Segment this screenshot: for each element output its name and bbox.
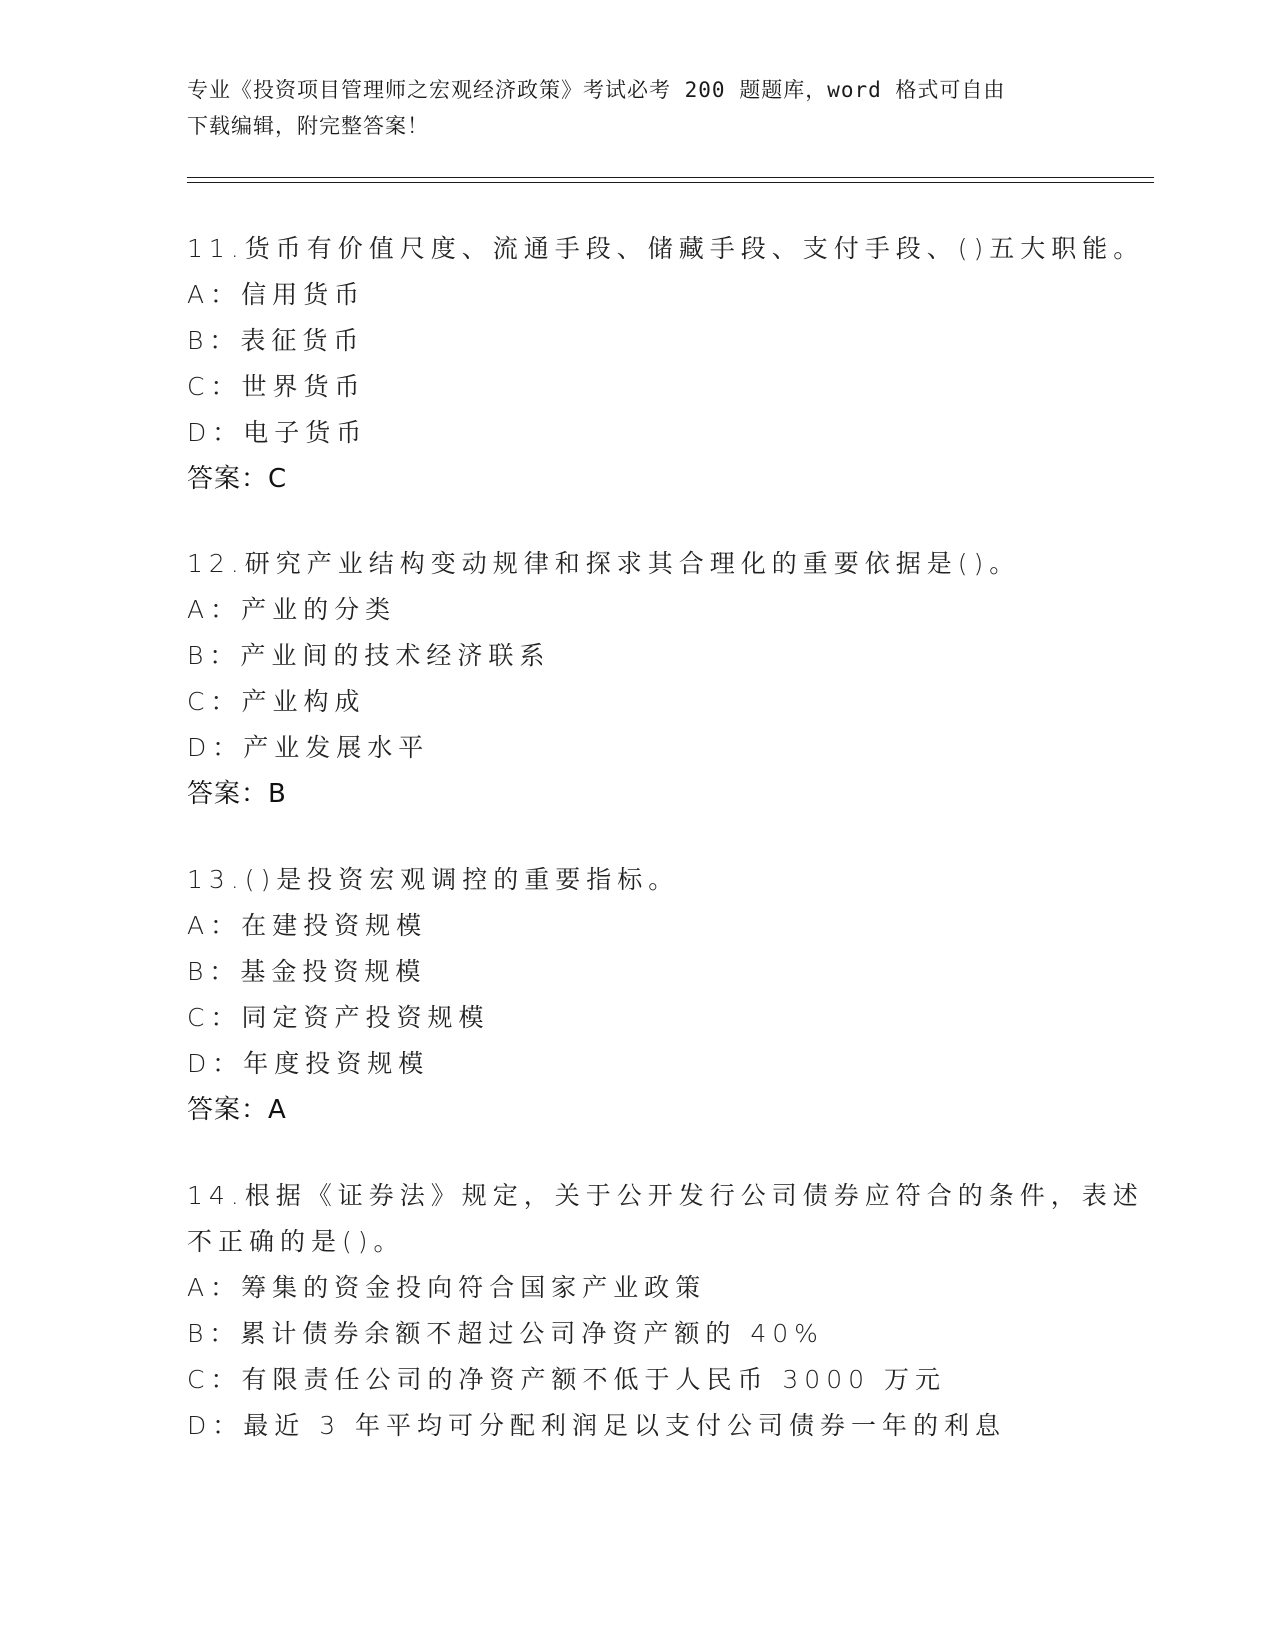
option-d: D：电子货币 (187, 418, 368, 447)
question-14 (187, 1173, 1144, 1449)
option-b: B：基金投资规模 (187, 957, 427, 986)
header-divider-bottom (187, 182, 1154, 183)
option-b: B：产业间的技术经济联系 (187, 641, 551, 670)
option-c: C：同定资产投资规模 (187, 1003, 490, 1032)
header-line-1: 专业《投资项目管理师之宏观经济政策》考试必考 200 题题库，word 格式可自由 (187, 78, 1006, 102)
option-b: B：累计债券余额不超过公司净资产额的 40% (187, 1319, 824, 1348)
header-line-2: 下载编辑，附完整答案！ (187, 114, 429, 138)
answer: 答案：C (187, 464, 288, 494)
option-a: A：筹集的资金投向符合国家产业政策 (187, 1273, 707, 1302)
question-13 (187, 857, 1087, 1133)
option-a: A：在建投资规模 (187, 911, 428, 940)
option-c: C：世界货币 (187, 372, 366, 401)
question-title: 12.研究产业结构变动规律和探求其合理化的重要依据是()。 (187, 549, 1021, 578)
question-title: 11.货币有价值尺度、流通手段、储藏手段、支付手段、()五大职能。 (187, 234, 1145, 263)
answer: 答案：B (187, 779, 287, 809)
question-12 (187, 541, 1087, 817)
option-d: D：产业发展水平 (187, 733, 430, 762)
question-title-line-2: 不正确的是()。 (187, 1227, 405, 1256)
option-b: B：表征货币 (187, 326, 365, 355)
document-header (187, 72, 1067, 144)
header-divider-top (187, 177, 1154, 178)
question-title-line-1: 14.根据《证券法》规定，关于公开发行公司债券应符合的条件，表述 (187, 1181, 1144, 1210)
option-c: C：产业构成 (187, 687, 366, 716)
option-d: D：年度投资规模 (187, 1049, 430, 1078)
option-a: A：产业的分类 (187, 595, 397, 624)
answer: 答案：A (187, 1095, 287, 1125)
option-c: C：有限责任公司的净资产额不低于人民币 3000 万元 (187, 1365, 946, 1394)
question-11 (187, 226, 1145, 502)
option-a: A：信用货币 (187, 280, 366, 309)
option-d: D：最近 3 年平均可分配利润足以支付公司债券一年的利息 (187, 1411, 1007, 1440)
question-title: 13.()是投资宏观调控的重要指标。 (187, 865, 680, 894)
